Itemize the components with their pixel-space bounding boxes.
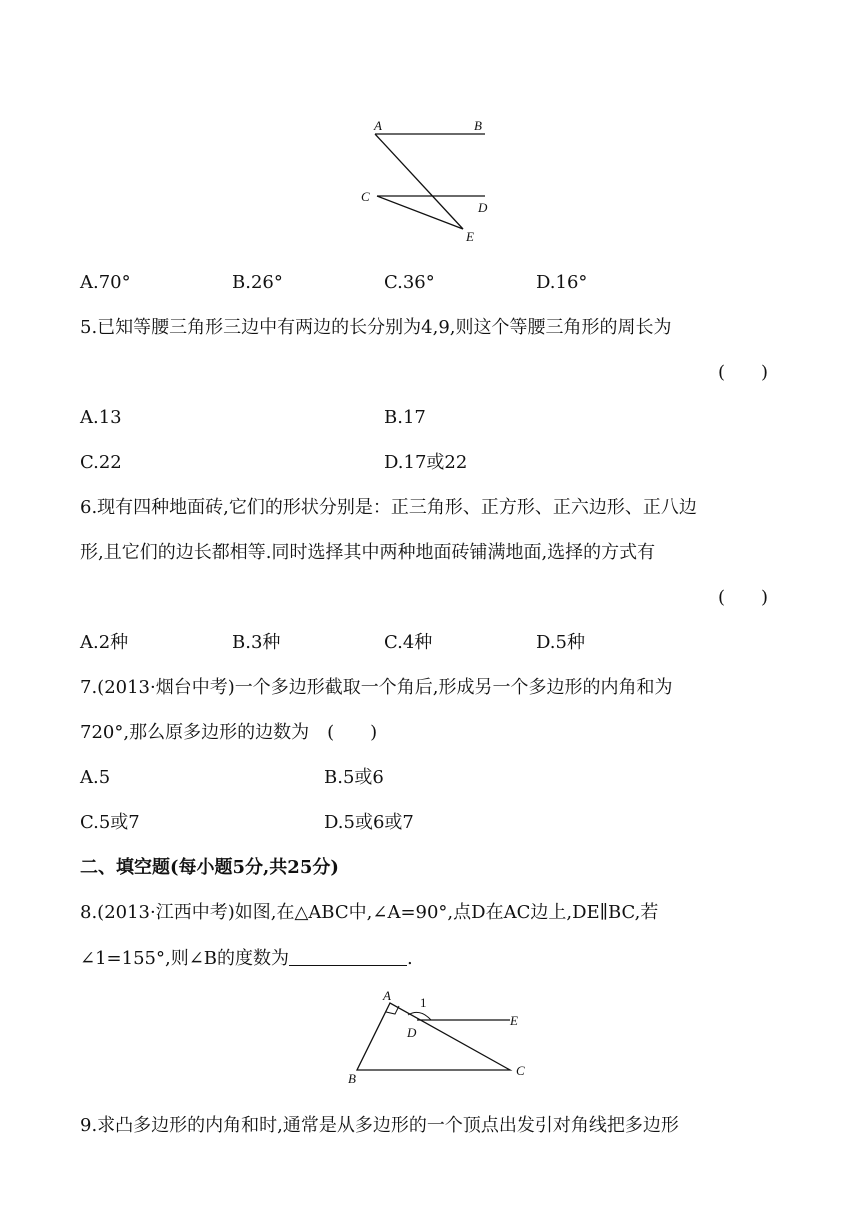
q4-option-b: B.26° (232, 272, 283, 293)
q4-option-c: C.36° (384, 272, 435, 293)
label-d: D (407, 1025, 417, 1040)
q7-option-d: D.5或6或7 (324, 812, 414, 833)
label-d: D (478, 200, 488, 215)
q6-stem-line1: 6.现有四种地面砖,它们的形状分别是：正三角形、正方形、正六边形、正八边 (80, 497, 697, 518)
q6-option-a: A.2种 (80, 632, 129, 653)
label-b: B (348, 1071, 356, 1086)
q6-answer-paren: ( ) (718, 587, 769, 608)
triangle-abc (357, 1003, 510, 1070)
q6-stem-line2: 形,且它们的边长都相等.同时选择其中两种地面砖铺满地面,选择的方式有 (80, 542, 656, 563)
figure-parallel-lines (355, 112, 495, 252)
q8-stem-line2 (80, 947, 413, 970)
q4-option-d: D.16° (536, 272, 588, 293)
label-e: E (510, 1013, 518, 1028)
figure-triangle (340, 985, 540, 1091)
q5-stem: 5.已知等腰三角形三边中有两边的长分别为4,9,则这个等腰三角形的周长为 (80, 317, 672, 338)
q5-answer-paren: ( ) (718, 362, 769, 383)
label-a: A (374, 118, 382, 133)
q7-option-b: B.5或6 (324, 767, 384, 788)
q7-option-a: A.5 (80, 767, 111, 788)
label-angle-1: 1 (420, 995, 427, 1010)
q6-option-b: B.3种 (232, 632, 281, 653)
q9-stem-line1: 9.求凸多边形的内角和时,通常是从多边形的一个顶点出发引对角线把多边形 (80, 1115, 679, 1136)
q5-option-d: D.17或22 (384, 452, 468, 473)
line-ae (375, 134, 463, 229)
label-c: C (516, 1063, 525, 1078)
label-b: B (474, 118, 482, 133)
q7-stem-line1: 7.(2013·烟台中考)一个多边形截取一个角后,形成另一个多边形的内角和为 (80, 677, 673, 698)
q8-stem-text: ∠1=155°,则∠B的度数为 (80, 948, 290, 969)
q5-option-a: A.13 (80, 407, 122, 428)
q4-option-a: A.70° (80, 272, 131, 293)
label-c: C (361, 189, 370, 204)
q8-stem-end: . (407, 948, 413, 969)
q8-stem-line1: 8.(2013·江西中考)如图,在△ABC中,∠A=90°,点D在AC边上,DE∥BC,若 (80, 902, 659, 923)
q7-stem-line2: 720°,那么原多边形的边数为 ( ) (80, 722, 378, 743)
q6-option-c: C.4种 (384, 632, 433, 653)
q6-option-d: D.5种 (536, 632, 585, 653)
label-a: A (383, 988, 391, 1003)
q5-option-c: C.22 (80, 452, 122, 473)
label-e: E (466, 229, 474, 244)
line-ce (377, 196, 463, 229)
q7-option-c: C.5或7 (80, 812, 140, 833)
q5-option-b: B.17 (384, 407, 426, 428)
q8-answer-blank[interactable] (289, 947, 407, 966)
section-heading: 二、填空题(每小题5分,共25分) (80, 857, 339, 878)
